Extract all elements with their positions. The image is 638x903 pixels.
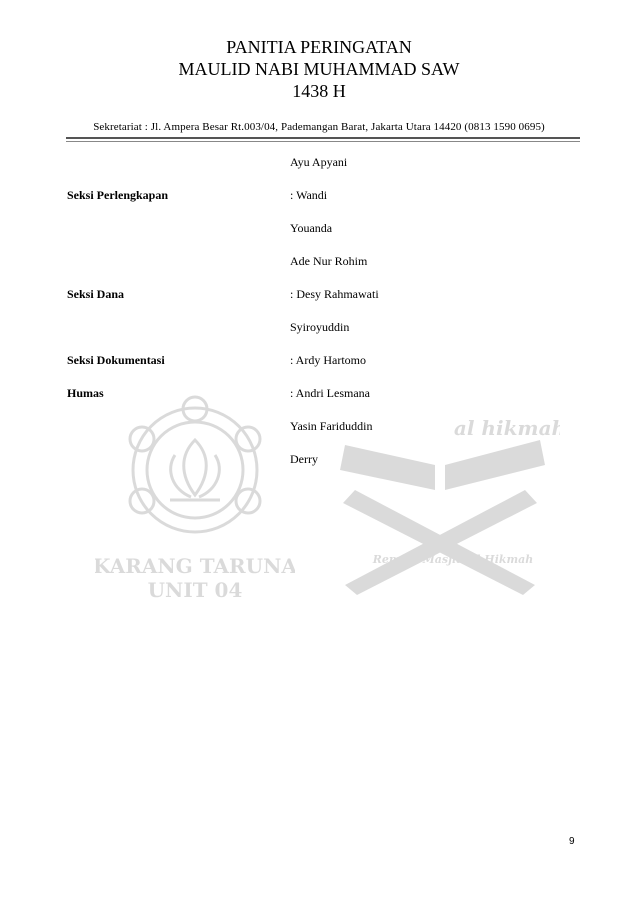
header-divider <box>66 137 580 139</box>
section-label: Seksi Perlengkapan <box>67 188 169 202</box>
committee-row <box>0 386 638 404</box>
letterhead-title: PANITIA PERINGATAN <box>226 37 412 57</box>
member-name: : Andri Lesmana <box>290 386 370 400</box>
member-name: Yasin Fariduddin <box>290 419 373 433</box>
committee-row <box>0 353 638 371</box>
member-name: Syiroyuddin <box>290 320 350 334</box>
member-name: Ayu Apyani <box>290 155 348 169</box>
committee-row <box>0 287 638 305</box>
member-name: : Ardy Hartomo <box>290 353 366 367</box>
secretariat-address: Sekretariat : Jl. Ampera Besar Rt.003/04, Pademangan Barat, Jakarta Utara 14420 (0813 1590 0695) <box>93 121 545 133</box>
letterhead-year: 1438 H <box>292 81 346 101</box>
member-name: : Desy Rahmawati <box>290 287 379 301</box>
committee-row <box>0 221 638 239</box>
member-name: Youanda <box>290 221 333 235</box>
committee-row <box>0 188 638 206</box>
watermark-unit: UNIT 04 <box>147 578 243 602</box>
member-name: Derry <box>290 452 318 466</box>
watermark-al-hikmah: al hikmah <box>453 416 560 440</box>
committee-row <box>0 320 638 338</box>
committee-row <box>0 419 638 437</box>
member-name: : Wandi <box>290 188 328 202</box>
section-label: Humas <box>67 386 104 400</box>
committee-row <box>0 452 638 470</box>
committee-row <box>0 254 638 272</box>
section-label: Seksi Dana <box>67 287 125 301</box>
header-divider-thin <box>66 141 580 142</box>
watermark-caption: Remaja Masjid Al Hikmah <box>372 553 534 566</box>
letterhead <box>0 36 638 102</box>
letterhead-event: MAULID NABI MUHAMMAD SAW <box>178 59 460 79</box>
section-label: Seksi Dokumentasi <box>67 353 165 367</box>
page-number: 9 <box>569 836 575 847</box>
member-name: Ade Nur Rohim <box>290 254 368 268</box>
watermark-org-name: KARANG TARUNA <box>95 554 295 578</box>
committee-row <box>0 155 638 173</box>
